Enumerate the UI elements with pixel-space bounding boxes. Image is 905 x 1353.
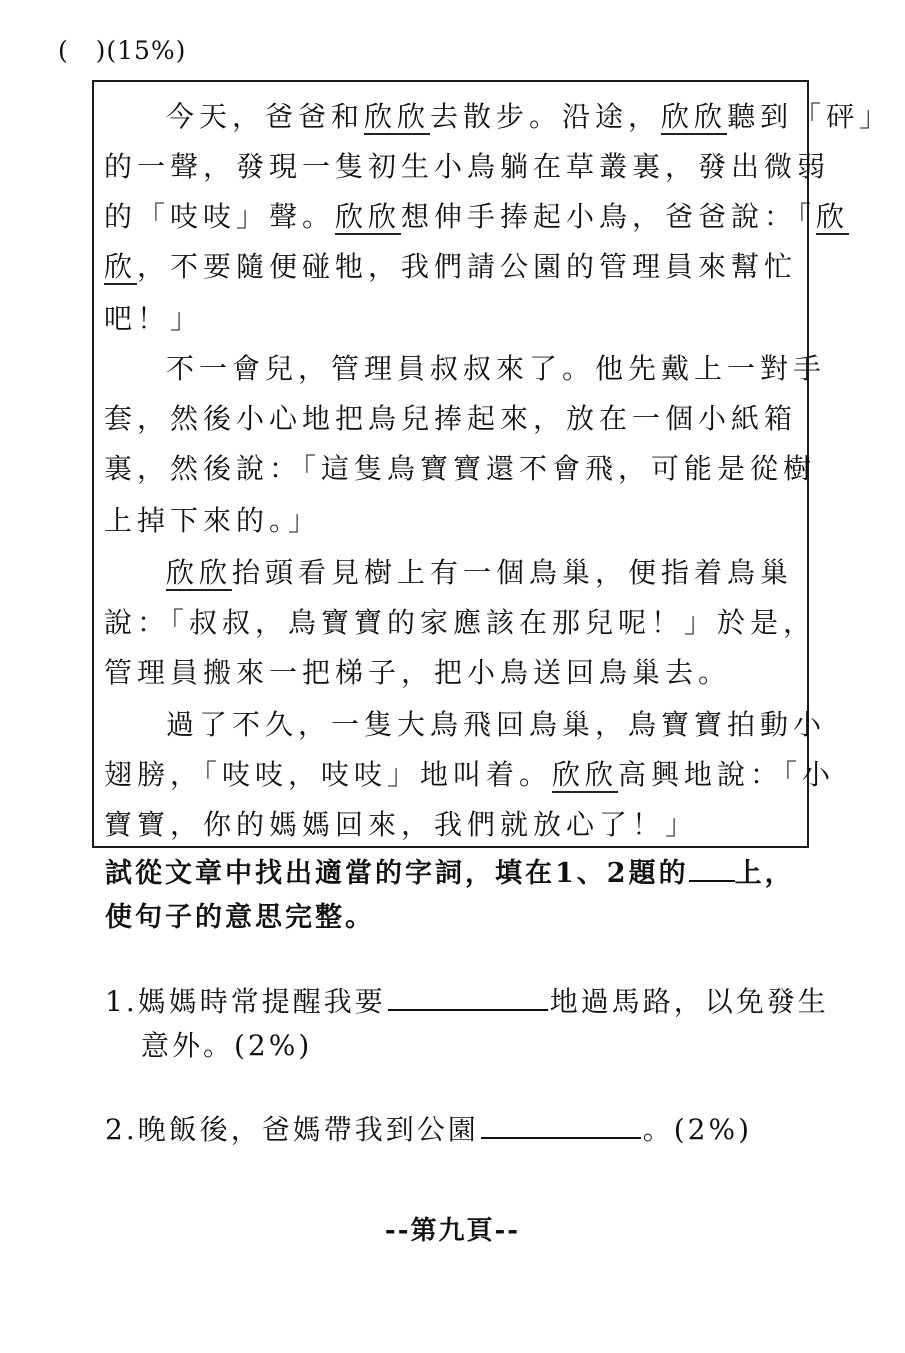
passage-line: 管理員搬來一把梯子，把小鳥送回鳥巢去。 <box>104 656 732 689</box>
passage-line: 過了不久，一隻大鳥飛回鳥巢，鳥寶寶拍動小 <box>166 708 827 741</box>
proper-name: 欣欣 <box>335 200 402 233</box>
passage-line: 上掉下來的。」 <box>104 504 322 537</box>
passage-line: 今天，爸爸和欣欣去散步。沿途，欣欣聽到「砰」 <box>166 100 893 133</box>
proper-name: 欣 <box>816 200 850 233</box>
answer-blank-1[interactable] <box>388 983 548 1011</box>
passage-line: 裏，然後說：「這隻鳥寶寶還不會飛，可能是從樹 <box>104 452 817 485</box>
blank-sample <box>689 858 735 882</box>
passage-line: 寶寶，你的媽媽回來，我們就放心了！」 <box>104 808 699 841</box>
question-1: 1.媽媽時常提醒我要 地過馬路，以免發生 <box>105 985 829 1018</box>
passage-box <box>92 80 893 848</box>
passage-line: 欣欣抬頭看見樹上有一個鳥巢，便指着鳥巢 <box>166 556 794 589</box>
instruction-line-1: 試從文章中找出適當的字詞，填在1、2題的 上， <box>105 858 795 889</box>
passage-line: 的「吱吱」聲。欣欣想伸手捧起小鳥，爸爸說：「欣 <box>104 200 850 233</box>
proper-name: 欣欣 <box>364 100 431 133</box>
proper-name: 欣欣 <box>552 758 619 791</box>
passage-line: 套，然後小心地把鳥兒捧起來，放在一個小紙箱 <box>104 402 798 435</box>
proper-name: 欣欣 <box>166 556 233 589</box>
page-number: --第九頁-- <box>384 1216 521 1246</box>
proper-name: 欣 <box>104 250 138 283</box>
instruction-line-2: 使句子的意思完整。 <box>105 902 375 933</box>
answer-blank-2[interactable] <box>481 1111 641 1139</box>
passage-line: 的一聲，發現一隻初生小鳥躺在草叢裏，發出微弱 <box>104 150 831 183</box>
passage-line: 吧！」 <box>104 302 204 335</box>
question-1-continued: 意外。(2%) <box>141 1029 313 1062</box>
question-header: ( )(15%) <box>58 36 187 65</box>
passage-line: 說：「叔叔，鳥寶寶的家應該在那兒呢！」於是， <box>104 606 817 639</box>
proper-name: 欣欣 <box>661 100 728 133</box>
passage-line: 翅膀，「吱吱，吱吱」地叫着。欣欣高興地說：「小 <box>104 758 836 791</box>
question-2: 2.晚飯後，爸媽帶我到公園 。(2%) <box>105 1113 753 1146</box>
passage-line: 欣，不要隨便碰牠，我們請公園的管理員來幫忙 <box>104 250 798 283</box>
passage-line: 不一會兒，管理員叔叔來了。他先戴上一對手 <box>166 352 827 385</box>
